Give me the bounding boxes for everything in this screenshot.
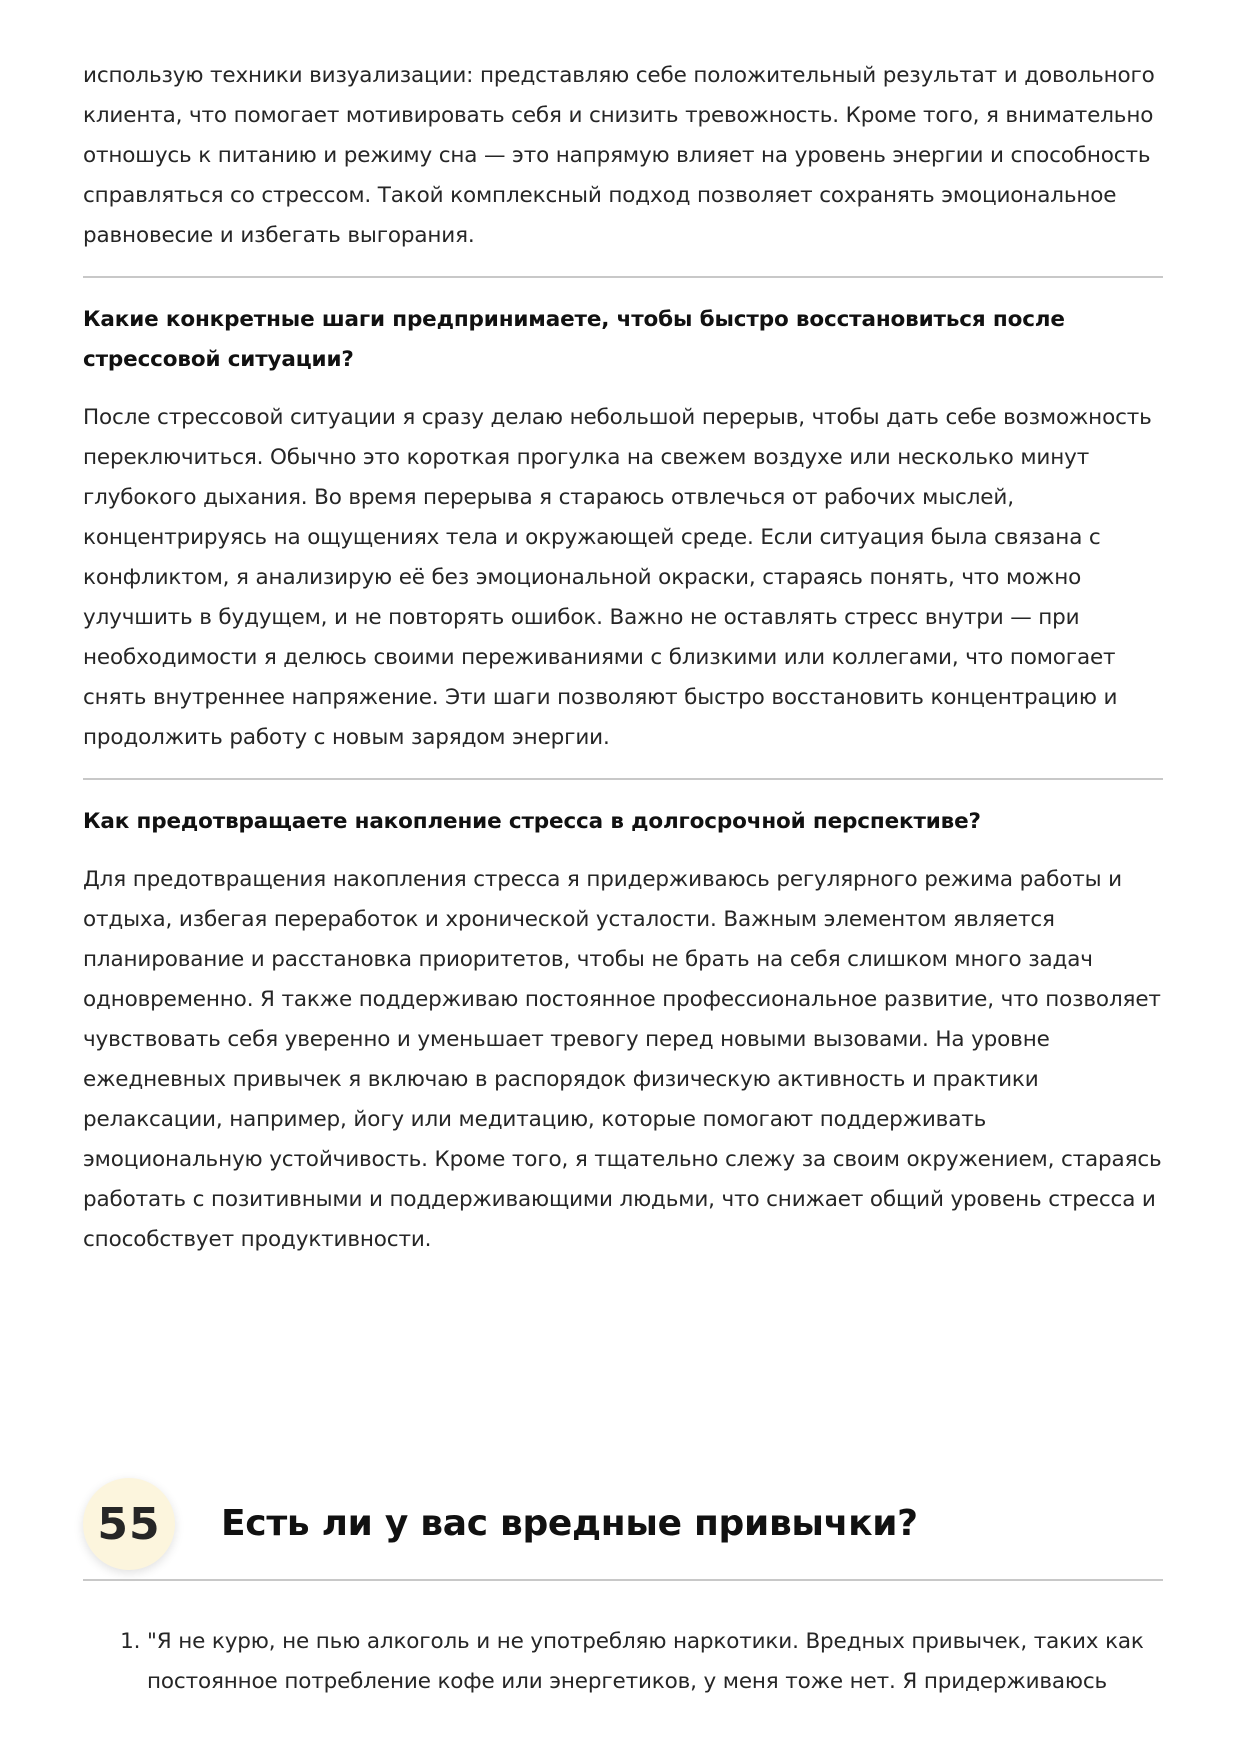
section-number-badge: 55 bbox=[83, 1478, 175, 1570]
divider bbox=[83, 276, 1163, 278]
intro-paragraph: использую техники визуализации: представляю себе положительный результат и довольного клиента, что помогает мотивировать себя и снизить тревожность. Кроме того, я внимательно отношусь к питанию и режиму сна — это напрямую влияет на уровень энергии и способность справляться со стрессом. Такой комплексный подход позволяет сохранять эмоциональное равновесие и избегать выгорания. bbox=[83, 63, 1155, 248]
section-underline bbox=[83, 1579, 1163, 1581]
section-title: Есть ли у вас вредные привычки? bbox=[221, 1503, 918, 1544]
section-header bbox=[83, 1478, 1163, 1580]
document-body bbox=[83, 56, 1163, 1260]
question-heading: Какие конкретные шаги предпринимаете, чтобы быстро восстановиться после стрессовой ситуации? bbox=[83, 307, 1065, 372]
divider bbox=[83, 778, 1163, 780]
answer-list bbox=[83, 1622, 1163, 1702]
answer-paragraph: Для предотвращения накопления стресса я придерживаюсь регулярного режима работы и отдыха, избегая переработок и хронической усталости. Важным элементом является планирование и расстановка приоритетов, чтобы не брать на себя слишком много задач одновременно. Я также поддерживаю постоянное профессиональное развитие, что позволяет чувствовать себя уверенно и уменьшает тревогу перед новыми вызовами. На уровне ежедневных привычек я включаю в распорядок физическую активность и практики релаксации, например, йогу или медитацию, которые помогают поддерживать эмоциональную устойчивость. Кроме того, я тщательно слежу за своим окружением, стараясь работать с позитивными и поддерживающими людьми, что снижает общий уровень стресса и способствует продуктивности. bbox=[83, 867, 1162, 1252]
answer-paragraph: После стрессовой ситуации я сразу делаю небольшой перерыв, чтобы дать себе возможность переключиться. Обычно это короткая прогулка на свежем воздухе или несколько минут глубокого дыхания. Во время перерыва я стараюсь отвлечься от рабочих мыслей, концентрируясь на ощущениях тела и окружающей среде. Если ситуация была связана с конфликтом, я анализирую её без эмоциональной окраски, стараясь понять, что можно улучшить в будущем, и не повторять ошибок. Важно не оставлять стресс внутри — при необходимости я делюсь своими переживаниями с близкими или коллегами, что помогает снять внутреннее напряжение. Эти шаги позволяют быстро восстановить концентрацию и продолжить работу с новым зарядом энергии. bbox=[83, 405, 1152, 750]
list-item: 1. "Я не курю, не пью алкоголь и не употребляю наркотики. Вредных привычек, таких как постоянное потребление кофе или энергетиков, у меня тоже нет. Я придерживаюсь bbox=[147, 1622, 1163, 1702]
question-heading: Как предотвращаете накопление стресса в долгосрочной перспективе? bbox=[83, 809, 981, 834]
